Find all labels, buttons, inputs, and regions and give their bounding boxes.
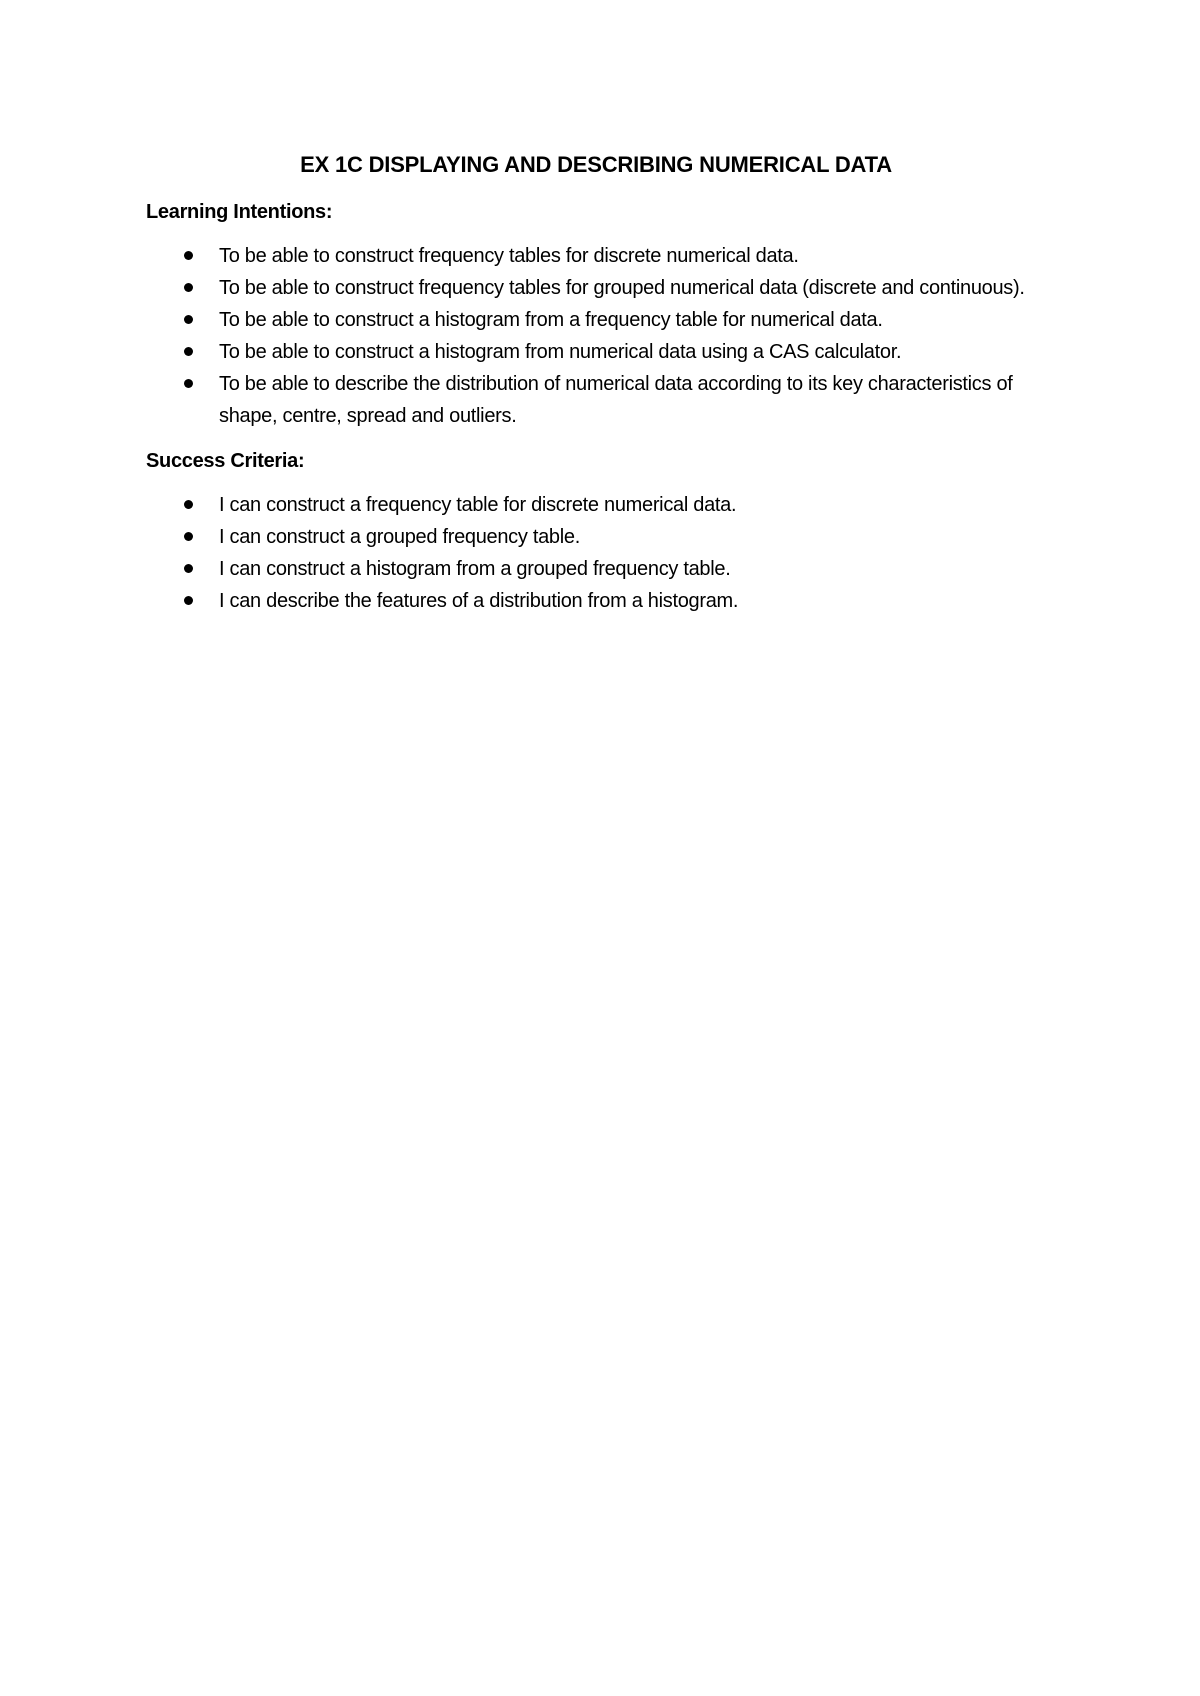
list-item (146, 272, 1046, 304)
document-title: EX 1C DISPLAYING AND DESCRIBING NUMERICAL DATA (300, 152, 892, 177)
bullet-icon (184, 532, 193, 541)
list-item (146, 336, 1046, 368)
bullet-icon (184, 564, 193, 573)
list-item (146, 521, 1046, 553)
list-item-text: To be able to construct a histogram from a frequency table for numerical data. (219, 309, 883, 331)
list-item-text: To be able to describe the distribution of numerical data according to its key characteristics of shape, centre, spread and outliers. (219, 373, 1013, 427)
bullet-icon (184, 596, 193, 605)
list-item (146, 585, 1046, 617)
list-item-text: To be able to construct frequency tables for grouped numerical data (discrete and continuous). (219, 277, 1025, 299)
list-item (146, 489, 1046, 521)
list-item-text: I can construct a histogram from a grouped frequency table. (219, 558, 731, 580)
list-item (146, 240, 1046, 272)
list-item-text: I can construct a grouped frequency table. (219, 526, 580, 548)
success-criteria-heading: Success Criteria: (146, 450, 305, 472)
bullet-icon (184, 283, 193, 292)
learning-intentions-list (146, 240, 1046, 432)
bullet-icon (184, 315, 193, 324)
list-item-text: I can construct a frequency table for discrete numerical data. (219, 494, 737, 516)
bullet-icon (184, 500, 193, 509)
learning-intentions-heading: Learning Intentions: (146, 201, 333, 223)
bullet-icon (184, 379, 193, 388)
document-content (146, 148, 1046, 617)
list-item-text: To be able to construct frequency tables for discrete numerical data. (219, 245, 799, 267)
list-item (146, 553, 1046, 585)
list-item-text: To be able to construct a histogram from numerical data using a CAS calculator. (219, 341, 902, 363)
list-item (146, 304, 1046, 336)
bullet-icon (184, 251, 193, 260)
list-item (146, 368, 1046, 432)
bullet-icon (184, 347, 193, 356)
list-item-text: I can describe the features of a distribution from a histogram. (219, 590, 739, 612)
success-criteria-list (146, 489, 1046, 617)
